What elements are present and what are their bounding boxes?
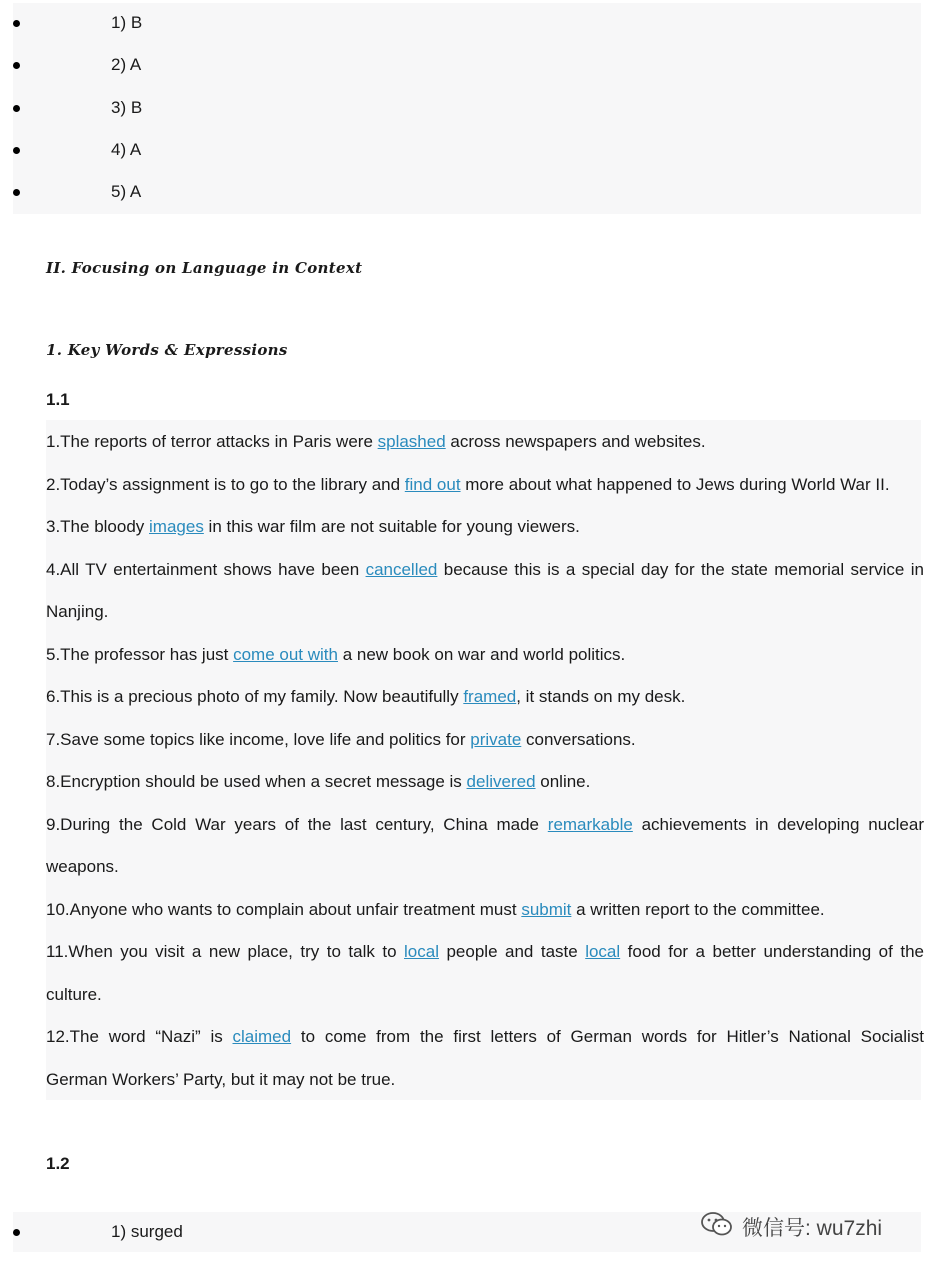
- sentence-line: [46, 430, 924, 454]
- sentence-line: [46, 813, 924, 837]
- sentence-line: [46, 1068, 924, 1092]
- sentence-text: 8.Encryption should be used when a secret message is: [46, 772, 467, 791]
- sentence-line: [46, 983, 924, 1007]
- answer-item: 1) surged: [111, 1222, 183, 1241]
- key-word: splashed: [377, 432, 446, 451]
- wechat-icon: [700, 1210, 734, 1244]
- sentence-text: 2.Today’s assignment is to go to the library and: [46, 475, 405, 494]
- sentence-line: [46, 515, 924, 539]
- answer-item: 2) A: [111, 55, 142, 74]
- sentence-text: people and taste: [438, 942, 586, 961]
- key-word: local: [585, 942, 621, 961]
- key-word: framed: [463, 687, 517, 706]
- key-word: delivered: [466, 772, 536, 791]
- sentence-text: a written report to the committee.: [571, 900, 825, 919]
- sentence-line: [46, 898, 924, 922]
- sentence-line: [46, 940, 924, 964]
- sentence-text: Nanjing.: [46, 602, 109, 621]
- bullet-icon: [13, 147, 20, 154]
- sentence-text: weapons.: [46, 857, 119, 876]
- sentence-line: [46, 728, 924, 752]
- sentence-line: [46, 770, 924, 794]
- sentence-text: German Workers’ Party, but it may not be true.: [46, 1070, 396, 1089]
- sentence-text: , it stands on my desk.: [516, 687, 686, 706]
- sentence-text: 6.This is a precious photo of my family. Now beautifully: [46, 687, 464, 706]
- subsection-heading: 1. Key Words & Expressions: [46, 341, 288, 359]
- sentence-text: food for a better understanding of the: [620, 942, 924, 961]
- key-word: local: [404, 942, 439, 961]
- sentence-text: conversations.: [521, 730, 636, 749]
- key-word: come out with: [233, 645, 338, 664]
- sentence-line: [46, 473, 924, 497]
- key-word: submit: [521, 900, 572, 919]
- sentence-text: 4.All TV entertainment shows have been: [46, 560, 366, 579]
- sentence-text: achievements in developing nuclear: [632, 815, 924, 834]
- sentence-text: 1.The reports of terror attacks in Paris were: [46, 432, 378, 451]
- bullet-icon: [13, 62, 20, 69]
- watermark: [700, 1210, 882, 1244]
- answer-item: 1) B: [111, 13, 143, 32]
- answer-block-background: [13, 3, 921, 214]
- sentence-text: across newspapers and websites.: [445, 432, 706, 451]
- sentence-line: [46, 643, 924, 667]
- answer-item: 3) B: [111, 98, 143, 117]
- sentence-text: a new book on war and world politics.: [337, 645, 626, 664]
- sentence-text: 12.The word “Nazi” is: [46, 1027, 233, 1046]
- sentence-line: [46, 558, 924, 582]
- sentence-line: [46, 1025, 924, 1049]
- key-word: private: [470, 730, 522, 749]
- answer-item: 5) A: [111, 182, 142, 201]
- key-word: remarkable: [547, 815, 633, 834]
- sentence-text: to come from the first letters of German words for Hitler’s National Socialist: [291, 1027, 924, 1046]
- part-1-2-label: 1.2: [46, 1154, 70, 1173]
- watermark-text: 微信号: wu7zhi: [742, 1217, 883, 1240]
- sentence-text: 11.When you visit a new place, try to talk to: [46, 942, 405, 961]
- key-word: cancelled: [365, 560, 438, 579]
- sentence-text: 10.Anyone who wants to complain about unfair treatment must: [46, 900, 522, 919]
- key-word: find out: [404, 475, 461, 494]
- bullet-icon: [13, 1229, 20, 1236]
- bullet-icon: [13, 105, 20, 112]
- sentence-text: 7.Save some topics like income, love life and politics for: [46, 730, 471, 749]
- sentence-text: because this is a special day for the state memorial service in: [437, 560, 924, 579]
- sentence-text: 9.During the Cold War years of the last century, China made: [46, 815, 548, 834]
- key-word: claimed: [232, 1027, 292, 1046]
- sentence-line: [46, 855, 924, 879]
- answer-item: 4) A: [111, 140, 142, 159]
- bullet-icon: [13, 20, 20, 27]
- key-word: images: [149, 517, 204, 536]
- sentence-text: culture.: [46, 985, 102, 1004]
- bullet-icon: [13, 189, 20, 196]
- sentence-text: 3.The bloody: [46, 517, 150, 536]
- part-1-1-label: 1.1: [46, 390, 70, 409]
- sentence-text: more about what happened to Jews during World War II.: [460, 475, 890, 494]
- section-heading: II. Focusing on Language in Context: [46, 259, 363, 277]
- sentence-line: [46, 600, 924, 624]
- sentence-text: 5.The professor has just: [46, 645, 234, 664]
- sentence-line: [46, 685, 924, 709]
- sentence-text: online.: [535, 772, 591, 791]
- sentence-text: in this war film are not suitable for young viewers.: [203, 517, 580, 536]
